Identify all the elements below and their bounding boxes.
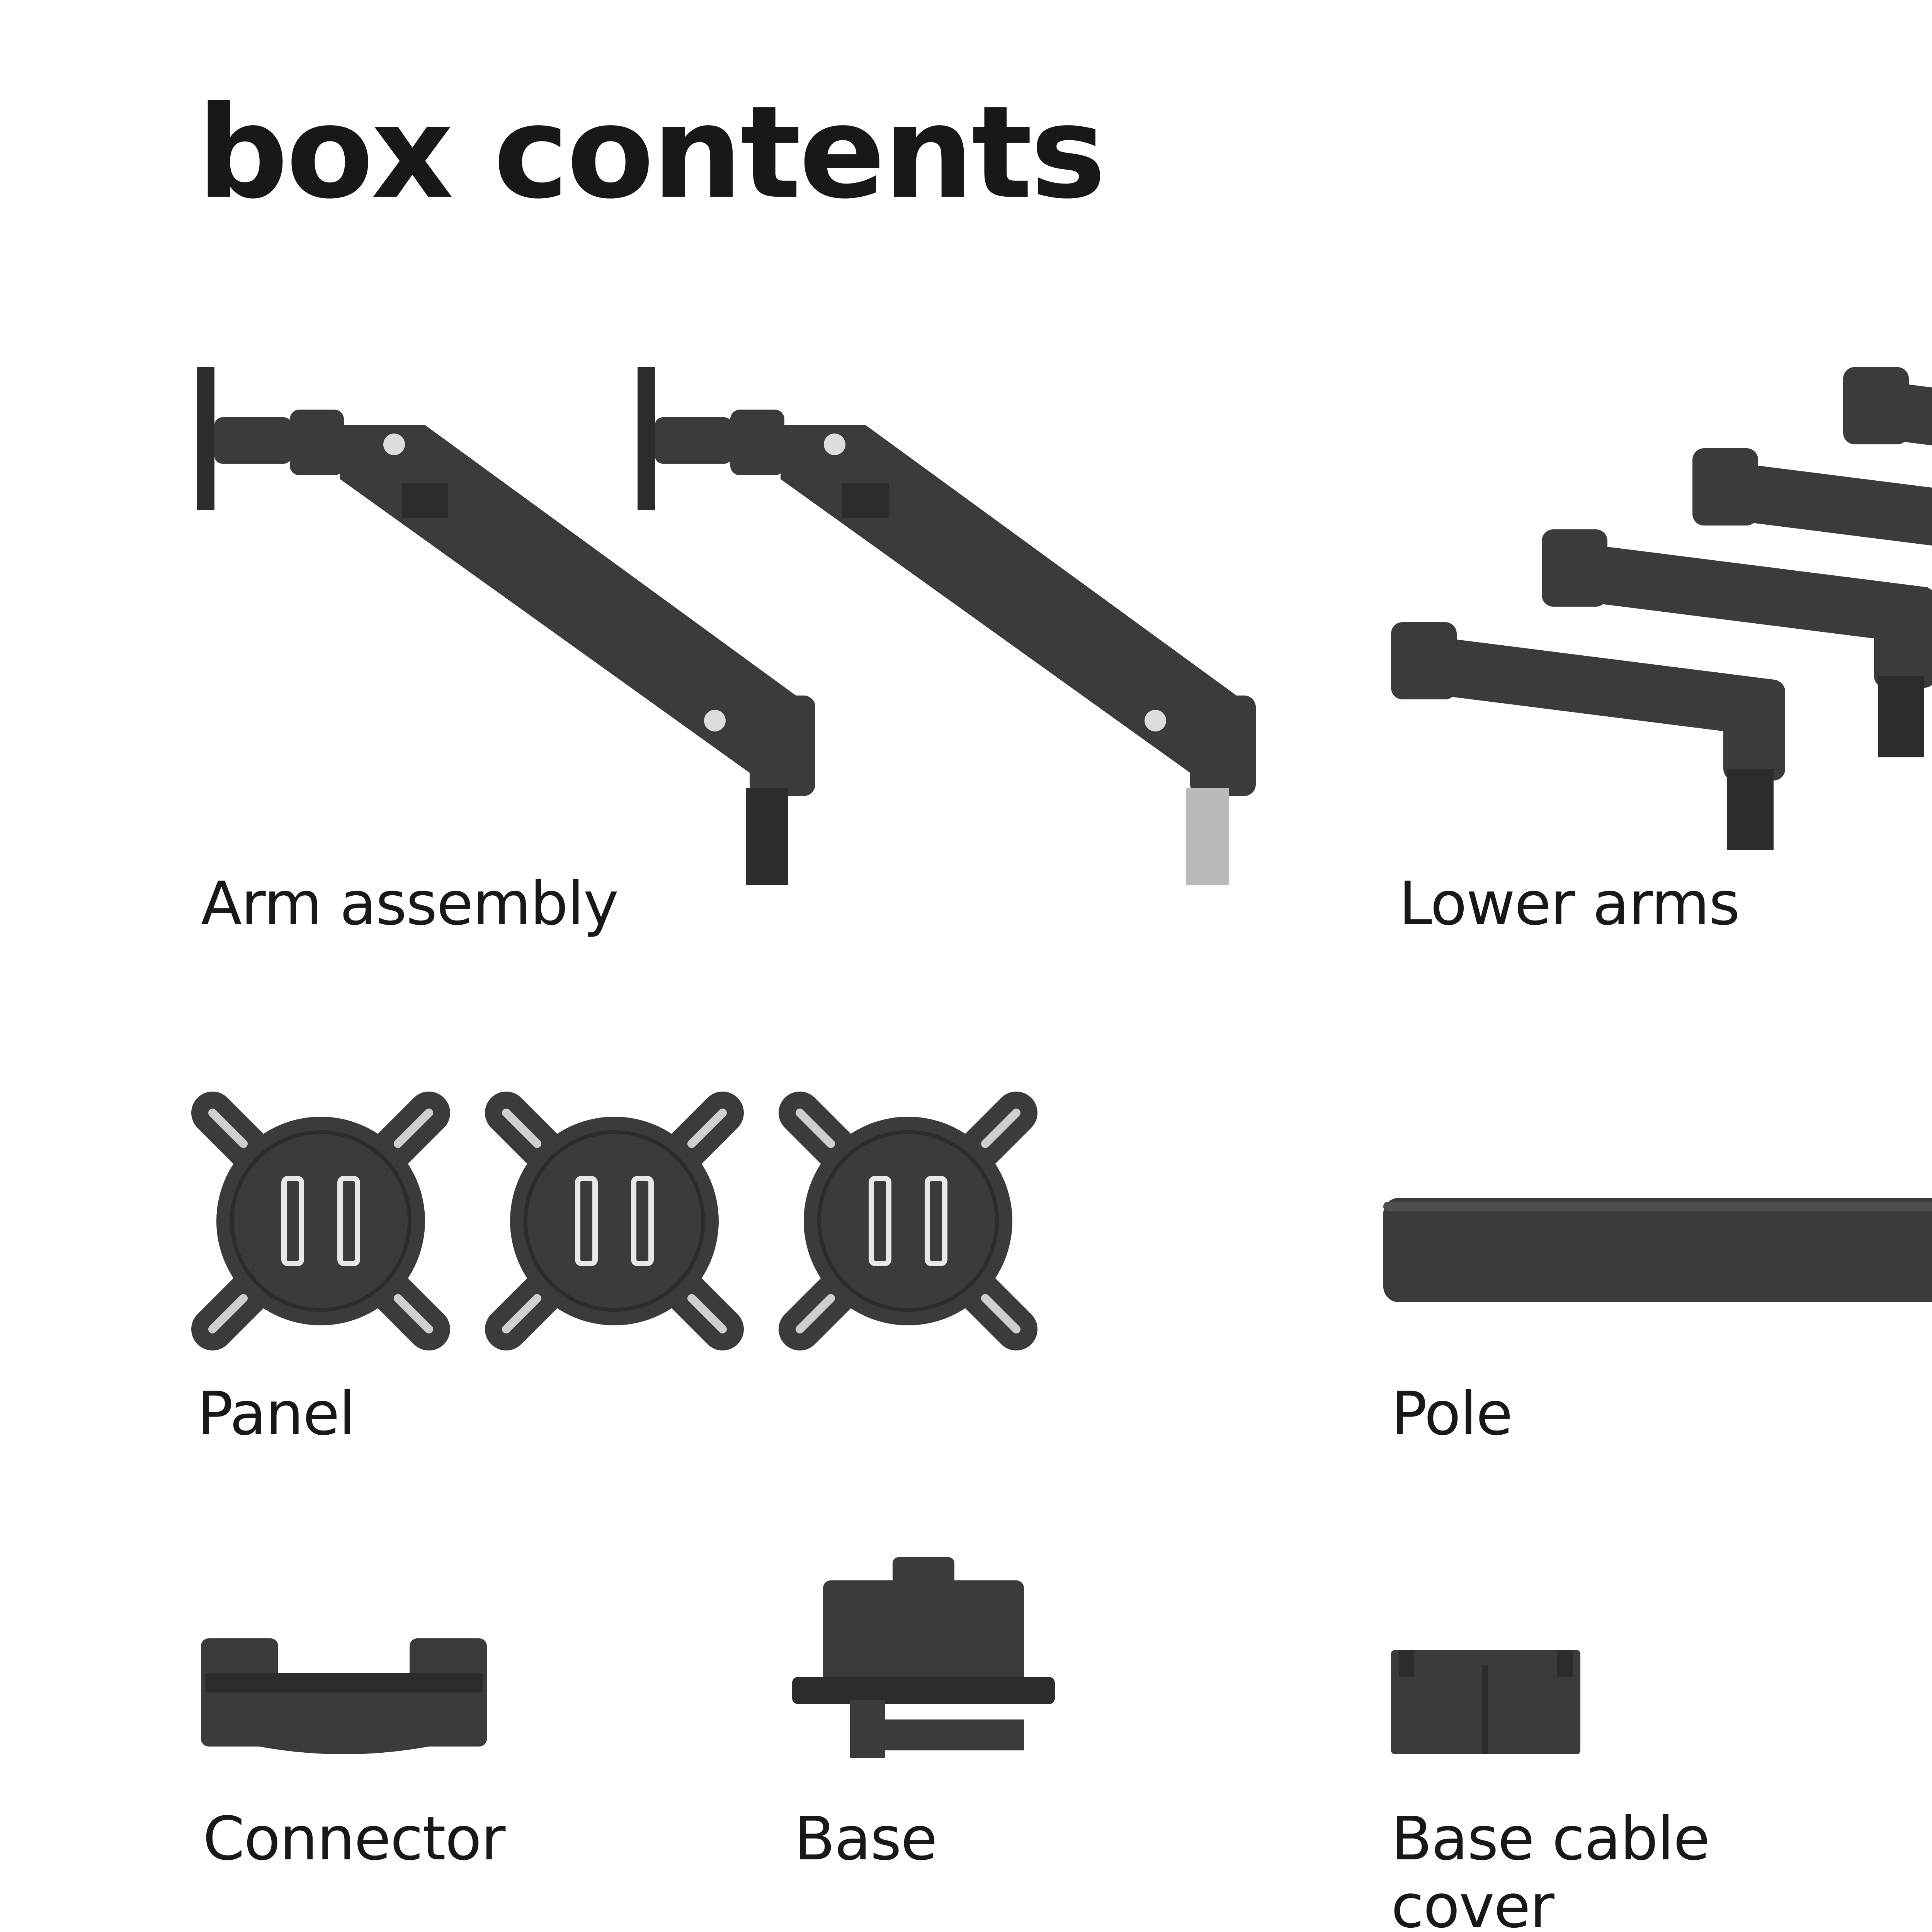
arm-assembly-image: [193, 355, 1256, 889]
page-title: box contents: [197, 78, 1104, 227]
base-image: [792, 1557, 1055, 1758]
panel-image: [197, 1097, 1047, 1352]
lower-arms-image: [1391, 367, 1932, 850]
base-label: Base: [794, 1804, 937, 1874]
arm-assembly-label: Arm assembly: [201, 869, 618, 939]
lower-arms-label: Lower arms: [1399, 869, 1740, 939]
connector-image: [201, 1638, 495, 1762]
pole-label: Pole: [1391, 1379, 1512, 1449]
base-cable-cover-label-1: Base cable: [1391, 1804, 1709, 1874]
panel-label: Panel: [197, 1379, 355, 1449]
pole-image: [1383, 1198, 1932, 1306]
base-cable-cover-label-2: cover: [1391, 1871, 1554, 1932]
base-cable-cover-image: [1391, 1650, 1584, 1762]
connector-label: Connector: [203, 1804, 505, 1874]
